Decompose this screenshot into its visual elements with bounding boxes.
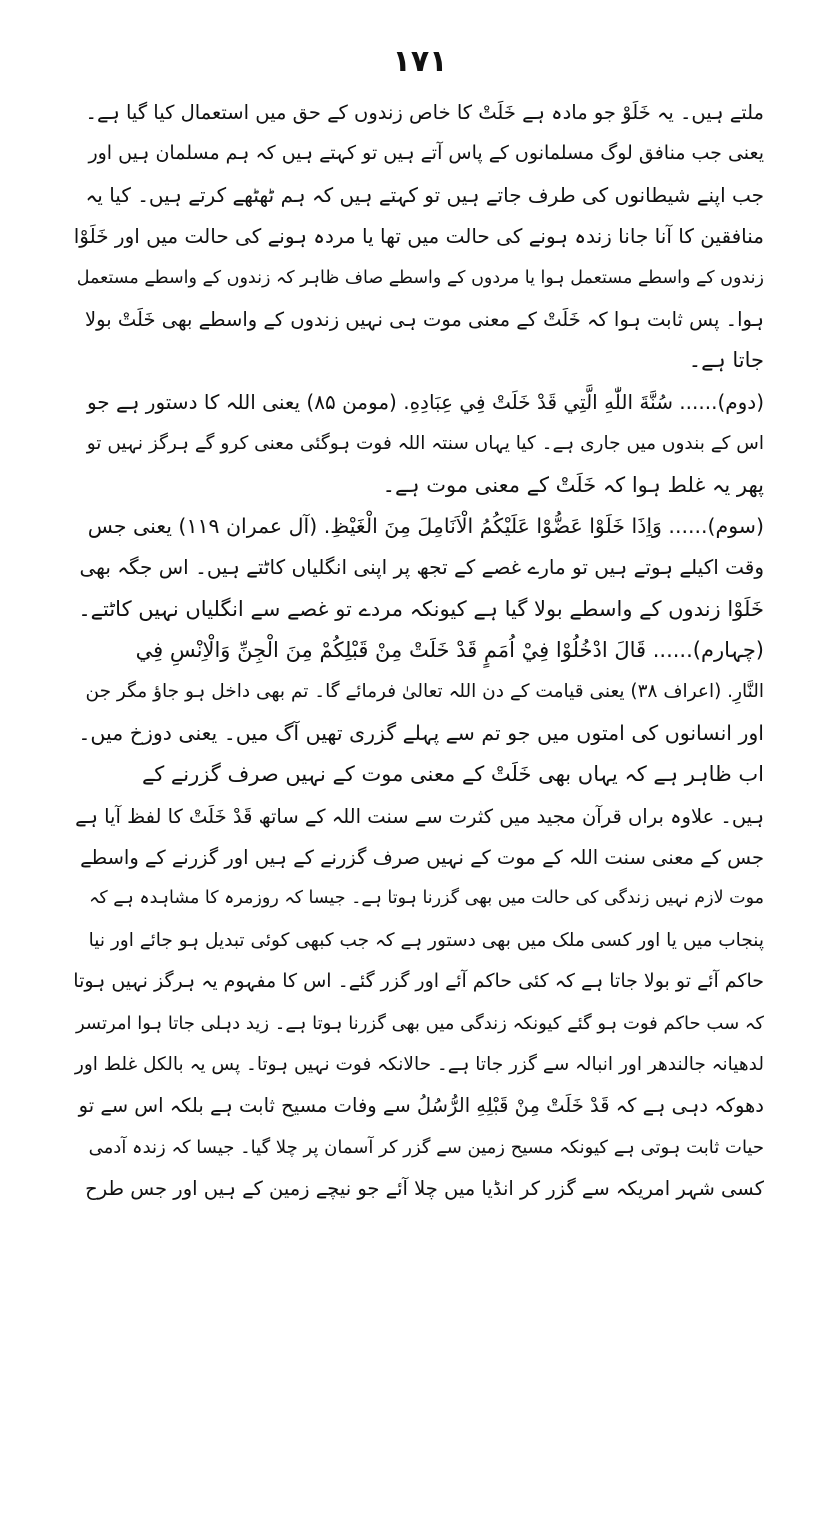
text-line: منافقین کا آنا جانا زندہ ہونے کی حالت میں تھا یا مردہ ہونے کی حالت میں اور خَلَوْا <box>73 224 764 249</box>
text-line: کسی شہر امریکہ سے گزر کر انڈیا میں چلا آئے جو نیچے زمین کے ہیں اور جس طرح <box>85 1177 764 1201</box>
text-line: پنجاب میں یا اور کسی ملک میں بھی دستور ہے کہ جب کبھی کوئی تبدیل ہو جائے اور نیا <box>88 929 764 951</box>
text-line: موت لازم نہیں زندگی کی حالت میں بھی گزرنا ہوتا ہے۔ جیسا کہ روزمرہ کا مشاہدہ ہے کہ <box>89 888 764 909</box>
text-line: (چہارم)...... قَالَ ادْخُلُوْا فِيْ اُمَمٍ قَدْ خَلَتْ مِنْ قَبْلِكُمْ مِنَ الْجِنِّ وَالْاِنْسِ فِي <box>135 638 764 663</box>
text-line: لدھیانہ جالندھر اور انبالہ سے گزر جاتا ہے۔ حالانکہ فوت نہیں ہوتا۔ پس یہ بالکل غلط اور <box>74 1053 764 1075</box>
text-line: حاکم آئے تو بولا جاتا ہے کہ کئی حاکم آئے اور گزر گئے۔ اس کا مفہوم یہ ہرگز نہیں ہوتا <box>73 970 764 993</box>
text-line: ملتے ہیں۔ یہ خَلَوْ جو مادہ ہے خَلَتْ کا خاص زندوں کے حق میں استعمال کیا گیا ہے۔ <box>85 101 764 124</box>
text-line: ہوا۔ پس ثابت ہوا کہ خَلَتْ کے معنی موت ہی نہیں زندوں کے واسطے بھی خَلَتْ بولا <box>85 307 764 331</box>
text-line: اور انسانوں کی امتوں میں جو تم سے پہلے گزری تھیں آگ میں۔ یعنی دوزخ میں۔ <box>78 720 764 745</box>
text-line: جب اپنے شیطانوں کی طرف جاتے ہیں تو کہتے ہیں کہ ہم ٹھٹھے کرتے ہیں۔ کیا یہ <box>85 182 764 207</box>
page-body-text <box>72 92 764 1210</box>
text-line: کہ سب حاکم فوت ہو گئے کیونکہ زندگی میں بھی گزرنا ہوتا ہے۔ زید دہلی جاتا ہوا امرتسر <box>75 1012 764 1034</box>
text-line: (سوم)...... وَاِذَا خَلَوْا عَضُّوْا عَلَيْكُمُ الْاَنَامِلَ مِنَ الْغَيْظِ. (آل عمران ۱۱۹) یعنی جس <box>87 513 764 538</box>
text-line: النَّارِ. (اعراف ۳۸) یعنی قیامت کے دن اللہ تعالیٰ فرمائے گا۔ تم بھی داخل ہو جاؤ مگر جن <box>85 681 764 703</box>
text-line: اب ظاہر ہے کہ یہاں بھی خَلَتْ کے معنی موت کے نہیں صرف گزرنے کے <box>141 762 764 787</box>
text-line: (دوم)...... سُنَّةَ اللّٰهِ الَّتِي قَدْ خَلَتْ فِي عِبَادِهِ. (مومن ۸۵) یعنی اللہ کا دستور ہے جو <box>86 389 764 414</box>
text-line: دھوکہ دہی ہے کہ قَدْ خَلَتْ مِنْ قَبْلِهِ الرُّسُلُ سے وفات مسیح ثابت ہے بلکہ اس سے تو <box>78 1094 764 1118</box>
text-line: جاتا ہے۔ <box>688 348 764 373</box>
text-line: یعنی جب منافق لوگ مسلمانوں کے پاس آتے ہیں تو کہتے ہیں کہ ہم مسلمان ہیں اور <box>88 142 764 165</box>
page-number: ۱۷۱ <box>392 44 448 79</box>
text-line: وقت اکیلے ہوتے ہیں تو مارے غصے کے تجھ پر اپنی انگلیاں کاٹتے ہیں۔ اس جگہ بھی <box>79 555 764 580</box>
text-line: ہیں۔ علاوہ براں قرآن مجید میں کثرت سے سنت اللہ کے ساتھ قَدْ خَلَتْ کا لفظ آیا ہے <box>75 804 764 828</box>
text-line: اس کے بندوں میں جاری ہے۔ کیا یہاں سنتہ اللہ فوت ہوگئی معنی کرو گے ہرگز نہیں تو <box>86 433 764 455</box>
text-line: جس کے معنی سنت اللہ کے موت کے نہیں صرف گزرنے کے ہیں اور گزرنے کے واسطے <box>80 846 764 870</box>
text-line: خَلَوْا زندوں کے واسطے بولا گیا ہے کیونکہ مردے تو غصے سے انگلیاں نہیں کاٹتے۔ <box>78 596 764 621</box>
text-line: حیات ثابت ہوتی ہے کیونکہ مسیح زمین سے گزر کر آسمان پر چلا گیا۔ جیسا کہ زندہ آدمی <box>88 1136 764 1158</box>
text-line: زندوں کے واسطے مستعمل ہوا یا مردوں کے واسطے صاف ظاہر کہ زندوں کے واسطے مستعمل <box>76 267 764 288</box>
text-line: پھر یہ غلط ہوا کہ خَلَتْ کے معنی موت ہے۔ <box>382 472 764 497</box>
